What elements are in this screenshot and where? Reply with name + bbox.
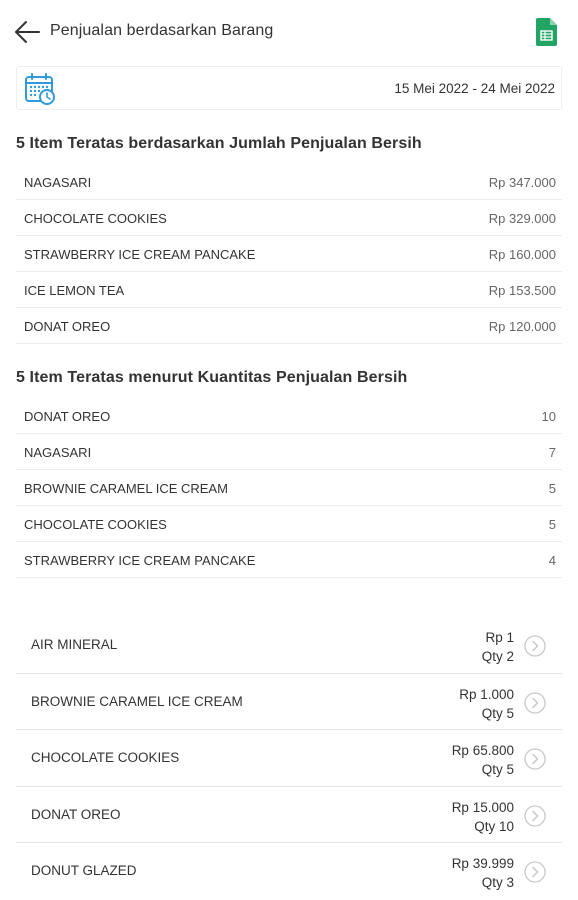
chevron-right-circle-icon[interactable] — [524, 635, 546, 657]
item-qty: Qty 10 — [474, 818, 514, 834]
date-range-picker[interactable] — [16, 66, 562, 110]
item-quantity: 5 — [548, 481, 556, 496]
item-name: DONUT GLAZED — [31, 863, 137, 878]
list-item — [16, 236, 562, 272]
list-item — [16, 308, 562, 344]
item-name: AIR MINERAL — [31, 637, 118, 652]
item-name: CHOCOLATE COOKIES — [24, 517, 167, 532]
item-sales-amount: Rp 1.000 — [459, 686, 514, 702]
item-value: Rp 329.000 — [488, 211, 556, 226]
item-name: BROWNIE CARAMEL ICE CREAM — [24, 481, 228, 496]
item-quantity: 10 — [541, 409, 556, 424]
item-sales-row[interactable] — [16, 674, 562, 731]
item-name: BROWNIE CARAMEL ICE CREAM — [31, 693, 243, 709]
item-qty: Qty 2 — [481, 649, 514, 664]
item-sales-amount: Rp 65.800 — [451, 743, 514, 758]
item-name: NAGASARI — [24, 175, 92, 190]
chevron-right-circle-icon[interactable] — [524, 805, 546, 827]
item-amount — [452, 741, 514, 779]
item-sales-row[interactable] — [16, 787, 562, 844]
item-sales-list — [16, 617, 562, 900]
list-item — [16, 200, 562, 236]
list-item — [16, 398, 562, 434]
item-sales-amount: Rp 1 — [485, 630, 514, 645]
back-button[interactable] — [12, 18, 42, 46]
section-title-net-quantity: 5 Item Teratas menurut Kuantitas Penjualan Bersih — [16, 369, 408, 386]
item-value: Rp 153.500 — [488, 283, 556, 298]
item-quantity: 5 — [548, 517, 556, 532]
item-quantity: 7 — [548, 445, 556, 460]
arrow-left-icon — [12, 18, 42, 46]
item-qty: Qty 5 — [481, 762, 514, 777]
item-amount — [459, 685, 514, 723]
page-title: Penjualan berdasarkan Barang — [50, 22, 274, 39]
chevron-right-circle-icon[interactable] — [524, 748, 546, 770]
item-value: Rp 160.000 — [488, 247, 556, 262]
list-item — [16, 542, 562, 578]
chevron-right-circle-icon[interactable] — [524, 692, 546, 714]
item-name: STRAWBERRY ICE CREAM PANCAKE — [24, 553, 256, 568]
item-sales-row[interactable] — [16, 617, 562, 674]
top-items-by-net-sales — [16, 164, 562, 344]
item-quantity: 4 — [548, 553, 556, 568]
date-range-text: 15 Mei 2022 - 24 Mei 2022 — [394, 81, 555, 96]
export-spreadsheet-button[interactable] — [535, 18, 557, 46]
item-sales-amount: Rp 39.999 — [451, 856, 514, 871]
item-sales-amount: Rp 15.000 — [451, 799, 514, 815]
item-name: DONAT OREO — [31, 806, 121, 822]
item-qty: Qty 3 — [481, 875, 514, 890]
app-header — [0, 0, 578, 64]
item-name: DONAT OREO — [24, 319, 111, 334]
item-amount — [482, 628, 514, 666]
section-title-net-sales: 5 Item Teratas berdasarkan Jumlah Penjualan Bersih — [16, 135, 422, 152]
item-sales-row[interactable] — [16, 730, 562, 787]
spreadsheet-icon — [535, 18, 557, 46]
list-item — [16, 272, 562, 308]
item-name: DONAT OREO — [24, 409, 111, 424]
item-qty: Qty 5 — [481, 705, 514, 721]
item-name: NAGASARI — [24, 445, 92, 460]
item-name: STRAWBERRY ICE CREAM PANCAKE — [24, 247, 256, 262]
item-value: Rp 120.000 — [488, 319, 556, 334]
top-items-by-net-quantity — [16, 398, 562, 578]
item-sales-row[interactable] — [16, 843, 562, 900]
list-item — [16, 164, 562, 200]
calendar-clock-icon — [23, 72, 57, 106]
list-item — [16, 470, 562, 506]
list-item — [16, 506, 562, 542]
chevron-right-circle-icon[interactable] — [524, 861, 546, 883]
item-name: CHOCOLATE COOKIES — [24, 211, 167, 226]
item-name: ICE LEMON TEA — [24, 283, 125, 298]
item-amount — [452, 798, 514, 836]
item-amount — [452, 854, 514, 892]
item-name: CHOCOLATE COOKIES — [31, 750, 180, 765]
list-item — [16, 434, 562, 470]
item-value: Rp 347.000 — [488, 175, 556, 190]
